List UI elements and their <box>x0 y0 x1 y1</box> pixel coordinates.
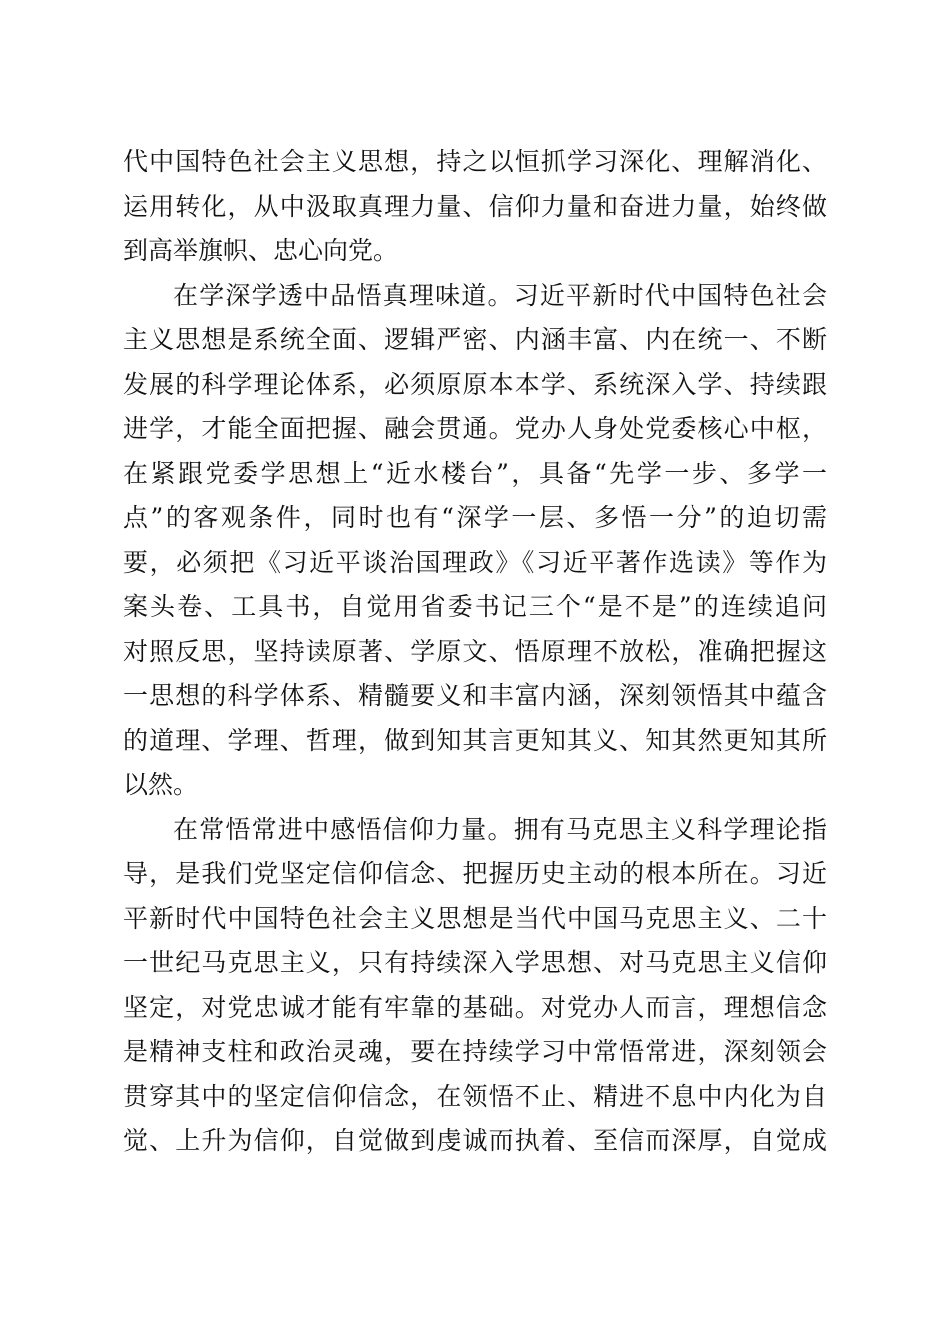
text-line: 觉、上升为信仰，自觉做到虔诚而执着、至信而深厚，自觉成 <box>123 1126 827 1155</box>
text-line: 是精神支柱和政治灵魂，要在持续学习中常悟常进，深刻领会 <box>123 1037 827 1066</box>
text-line: 在紧跟党委学思想上“近水楼台”，具备“先学一步、多学一 <box>123 458 827 488</box>
text-line: 发展的科学理论体系，必须原原本本学、系统深入学、持续跟 <box>123 369 827 399</box>
text-line: 以然。 <box>123 770 199 799</box>
text-line: 代中国特色社会主义思想，持之以恒抓学习深化、理解消化、 <box>123 147 827 176</box>
text-line: 在常悟常进中感悟信仰力量。拥有马克思主义科学理论指 <box>173 814 827 844</box>
text-line: 一思想的科学体系、精髓要义和丰富内涵，深刻领悟其中蕴含 <box>123 681 827 710</box>
text-line: 主义思想是系统全面、逻辑严密、内涵丰富、内在统一、不断 <box>123 325 827 354</box>
text-line: 坚定，对党忠诚才能有牢靠的基础。对党办人而言，理想信念 <box>123 992 827 1022</box>
text-line: 贯穿其中的坚定信仰信念，在领悟不止、精进不息中内化为自 <box>123 1081 827 1111</box>
text-line: 在学深学透中品悟真理味道。习近平新时代中国特色社会 <box>173 280 827 310</box>
text-line: 对照反思，坚持读原著、学原文、悟原理不放松，准确把握这 <box>123 636 827 666</box>
text-line: 要，必须把《习近平谈治国理政》《习近平著作选读》等作为 <box>123 547 827 577</box>
text-line: 进学，才能全面把握、融会贯通。党办人身处党委核心中枢， <box>123 414 827 443</box>
document-body <box>123 140 827 1164</box>
text-line: 平新时代中国特色社会主义思想是当代中国马克思主义、二十 <box>123 903 827 933</box>
text-line: 导，是我们党坚定信仰信念、把握历史主动的根本所在。习近 <box>123 859 827 888</box>
text-line: 运用转化，从中汲取真理力量、信仰力量和奋进力量，始终做 <box>123 191 827 221</box>
text-line: 点”的客观条件，同时也有“深学一层、多悟一分”的迫切需 <box>123 503 827 532</box>
text-line: 一世纪马克思主义，只有持续深入学思想、对马克思主义信仰 <box>123 948 827 977</box>
text-line: 到高举旗帜、忠心向党。 <box>123 236 399 265</box>
text-line: 的道理、学理、哲理，做到知其言更知其义、知其然更知其所 <box>123 725 827 755</box>
text-line: 案头卷、工具书，自觉用省委书记三个“是不是”的连续追问 <box>123 592 827 621</box>
